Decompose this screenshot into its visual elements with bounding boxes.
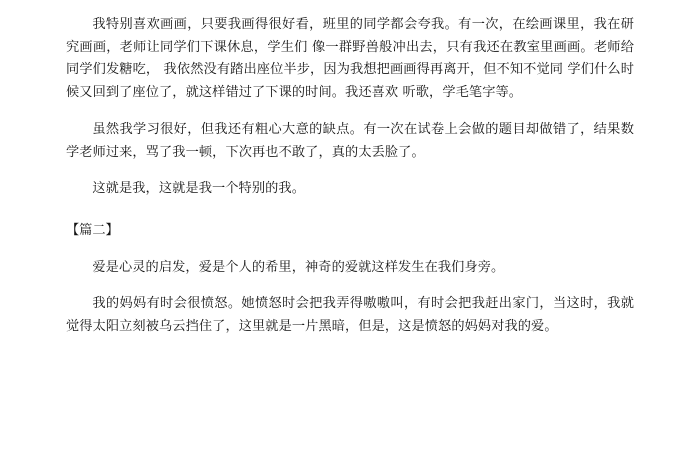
paragraph-4: 爱是心灵的启发，爱是个人的希里，神奇的爱就这样发生在我们身旁。 (92, 259, 505, 275)
section-spacer (66, 211, 634, 220)
document-body (66, 14, 634, 339)
paragraph-1: 我特别喜欢画画，只要我画得很好看，班里的同学都会夸我。有一次，在绘画课里，我在研究画画，老师让同学们下课休息，学生们 像一群野兽般冲出去，只有我还在教室里画画。老师给同学们发糖吃， 我依然没有踏出座位半步，因为我想把画画得再离开，但不知不觉同 学们什么时候又回到了座位了，就这样错过了下课的时间。我还喜欢 听歌，学毛笔字等。 (66, 17, 634, 101)
paragraph-2: 虽然我学习很好，但我还有粗心大意的缺点。有一次在试卷上会做的题目却做错了，结果数学老师过来，骂了我一顿，下次再也不敢了，真的太丢脸了。 (66, 121, 634, 160)
paragraph-5: 我的妈妈有时会很愤怒。她愤怒时会把我弄得嗷嗷叫，有时会把我赶出家门，当这时，我就觉得太阳立刻被乌云挡住了，这里就是一片黑暗，但是，这是愤怒的妈妈对我的爱。 (66, 296, 634, 335)
section-heading-pian-er: 【篇二】 (66, 222, 119, 238)
paragraph-3: 这就是我，这就是我一个特别的我。 (92, 181, 305, 197)
